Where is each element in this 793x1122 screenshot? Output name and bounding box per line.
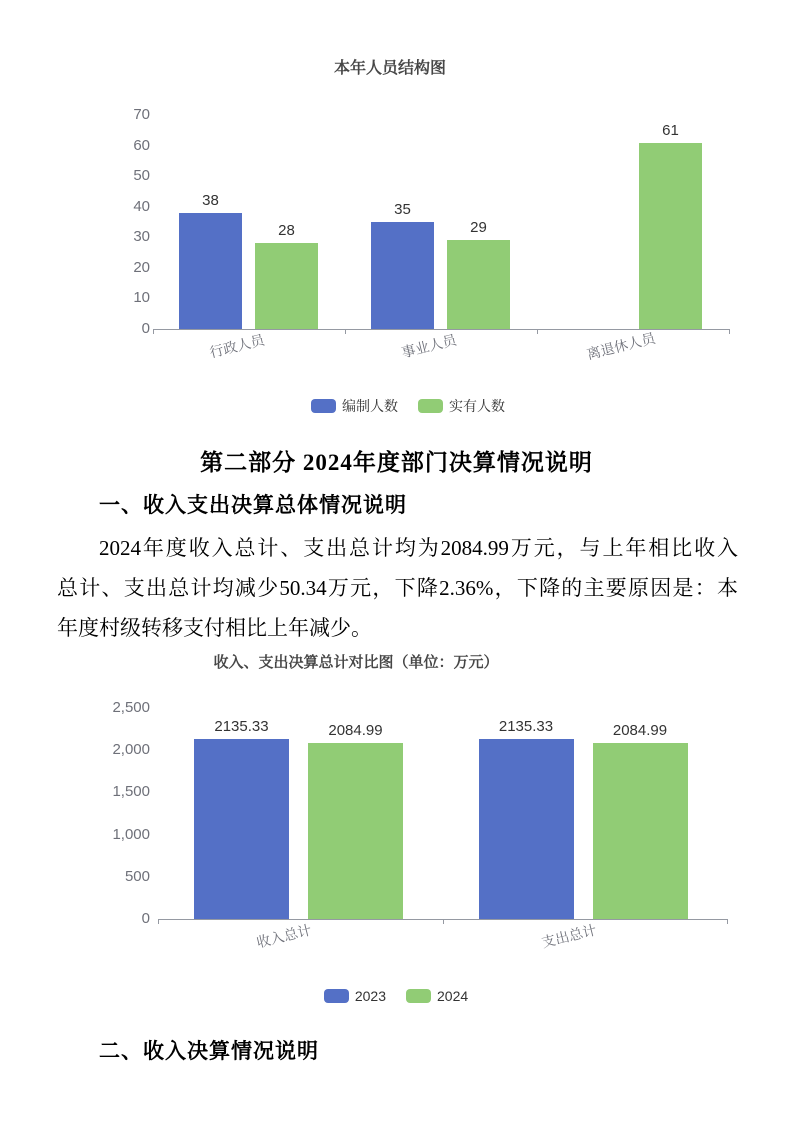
- y-axis-label: 2,000: [112, 741, 150, 759]
- legend-label: 2023: [354, 988, 386, 1004]
- bar-value-label: 2135.33: [214, 717, 269, 735]
- section1-heading: 一、收入支出决算总体情况说明: [99, 493, 407, 517]
- x-category-label: 支出总计: [539, 921, 598, 951]
- axis-tick: [537, 329, 538, 334]
- part2-heading: 第二部分 2024年度部门决算情况说明: [200, 450, 593, 475]
- axis-tick: [345, 329, 346, 334]
- y-axis-label: 60: [133, 136, 150, 154]
- axis-tick: [727, 919, 728, 924]
- bar: [194, 739, 289, 919]
- bar: [447, 240, 510, 329]
- axis-tick: [153, 329, 154, 334]
- x-category-label: 事业人员: [399, 331, 459, 361]
- y-axis-label: 2,500: [112, 699, 150, 716]
- x-category-label: 行政人员: [207, 331, 267, 361]
- legend: [196, 988, 596, 1004]
- y-axis-label: 1,500: [112, 783, 150, 801]
- axis-tick: [158, 919, 159, 924]
- y-axis-label: 50: [133, 167, 150, 185]
- chart-title: 本年人员结构图: [333, 60, 446, 77]
- bar-value-label: 29: [470, 219, 487, 237]
- chart-title: 收入、支出决算总计对比图（单位：万元）: [213, 654, 499, 671]
- y-axis-label: 30: [133, 228, 150, 246]
- bar: [179, 213, 242, 329]
- legend-swatch: [418, 399, 443, 413]
- legend-item: [324, 988, 386, 1004]
- legend-label: 实有人数: [449, 398, 505, 414]
- bar: [479, 739, 574, 919]
- bar: [255, 243, 318, 329]
- y-axis-label: 70: [133, 106, 150, 123]
- axis-tick: [729, 329, 730, 334]
- x-category-label: 收入总计: [255, 921, 314, 951]
- bar: [308, 743, 403, 919]
- legend-swatch: [406, 989, 431, 1003]
- paragraph-line: 年度村级转移支付相比上年减少。: [57, 616, 372, 640]
- y-axis-label: 500: [124, 867, 150, 885]
- bar: [371, 222, 434, 329]
- bar: [593, 743, 688, 919]
- legend-label: 2024: [437, 988, 469, 1004]
- legend-label: 编制人数: [342, 398, 398, 414]
- legend-swatch: [311, 399, 336, 413]
- paragraph-line: 总计、支出总计均减少50.34万元，下降2.36%，下降的主要原因是：本: [57, 576, 738, 600]
- legend-item: [311, 396, 398, 416]
- section1-paragraph: [57, 528, 738, 648]
- paragraph-line: 2024年度收入总计、支出总计均为2084.99万元，与上年相比收入: [99, 536, 738, 560]
- legend-swatch: [324, 989, 349, 1003]
- legend-item: [418, 396, 505, 416]
- x-category-label: 离退休人员: [585, 329, 657, 363]
- bar-value-label: 2135.33: [498, 717, 554, 735]
- legend: [208, 396, 608, 416]
- section2-heading: 二、收入决算情况说明: [99, 1039, 319, 1063]
- axis-tick: [443, 919, 444, 924]
- x-axis-line: [158, 919, 727, 920]
- y-axis-label: 10: [133, 289, 150, 307]
- bar-value-label: 2084.99: [612, 722, 668, 740]
- y-axis-label: 40: [133, 197, 150, 215]
- bar-value-label: 38: [202, 191, 219, 209]
- y-axis-label: 0: [141, 910, 150, 927]
- x-axis-line: [153, 329, 729, 330]
- bar-value-label: 61: [662, 121, 679, 139]
- legend-item: [406, 988, 468, 1004]
- y-axis-label: 20: [133, 258, 150, 276]
- bar-value-label: 28: [278, 222, 295, 240]
- bar: [639, 143, 702, 329]
- y-axis-label: 0: [141, 320, 150, 337]
- bar-value-label: 35: [394, 201, 411, 218]
- bar-value-label: 2084.99: [328, 722, 383, 740]
- y-axis-label: 1,000: [112, 825, 150, 843]
